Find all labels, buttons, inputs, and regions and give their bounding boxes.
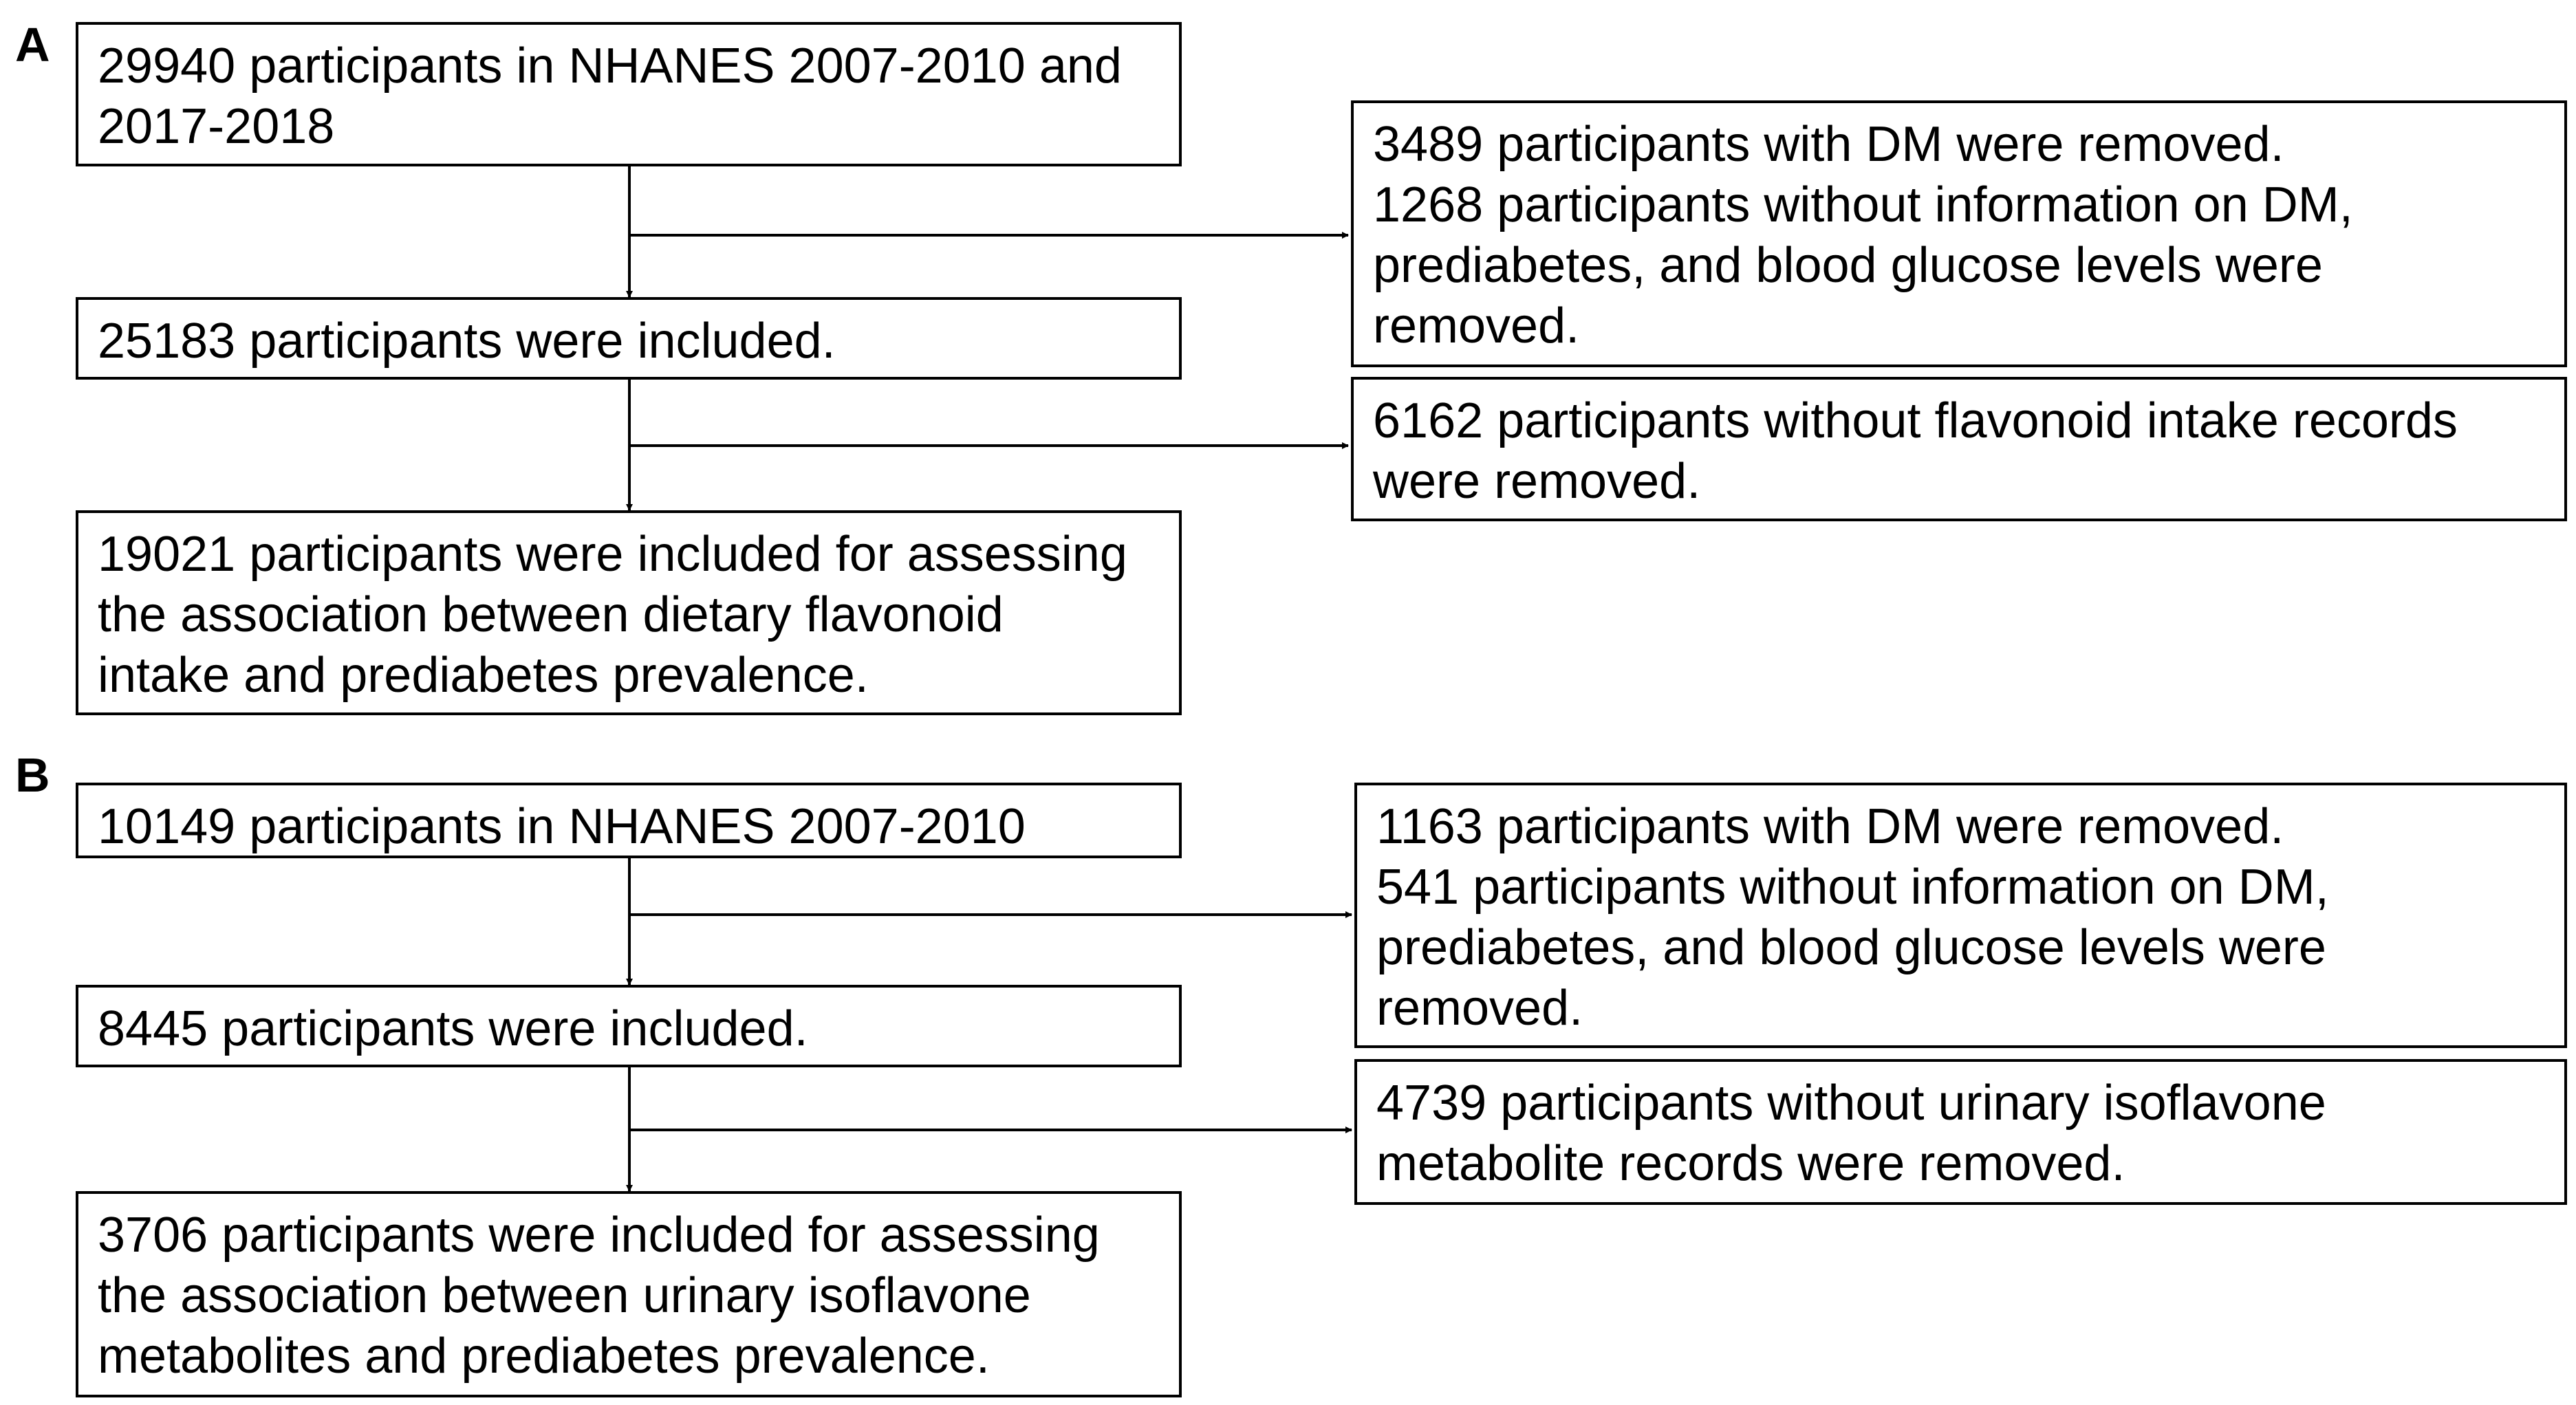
panel-b-step-2-box [76, 985, 1182, 1067]
box-line: 4739 participants without urinary isoflavone [1376, 1076, 2326, 1131]
box-line: 29940 participants in NHANES 2007-2010 and [98, 39, 1122, 94]
panel-a-exclusion-2-box [1351, 377, 2567, 521]
panel-b-exclusion-1-box [1354, 783, 2567, 1048]
panel-a-step-1-box [76, 22, 1182, 166]
box-line: 6162 participants without flavonoid intake records [1373, 393, 2458, 448]
box-line: 1163 participants with DM were removed. [1376, 799, 2284, 854]
box-line: metabolite records were removed. [1376, 1136, 2125, 1191]
box-line: 10149 participants in NHANES 2007-2010 [98, 799, 1026, 854]
panel-a-label: A [15, 18, 50, 72]
box-line: removed. [1376, 981, 1583, 1036]
box-line: were removed. [1373, 454, 1701, 509]
box-line: prediabetes, and blood glucose levels were [1376, 920, 2326, 975]
panel-a-exclusion-1-box [1351, 100, 2567, 367]
box-line: 19021 participants were included for assessing [98, 527, 1127, 582]
box-line: 25183 participants were included. [98, 314, 836, 369]
panel-b-exclusion-2-box [1354, 1059, 2567, 1205]
panel-b-step-3-box [76, 1191, 1182, 1397]
box-line: the association between dietary flavonoid [98, 587, 1004, 642]
box-line: metabolites and prediabetes prevalence. [98, 1329, 990, 1384]
panel-a-step-3-box [76, 510, 1182, 715]
box-line: removed. [1373, 298, 1580, 353]
box-line: intake and prediabetes prevalence. [98, 648, 869, 703]
box-line: 3706 participants were included for assessing [98, 1208, 1100, 1263]
box-line: 8445 participants were included. [98, 1001, 808, 1056]
panel-a-step-2-box [76, 297, 1182, 380]
box-line: 3489 participants with DM were removed. [1373, 117, 2284, 172]
box-line: prediabetes, and blood glucose levels were [1373, 238, 2323, 293]
panel-b-label: B [15, 748, 50, 802]
box-line: 1268 participants without information on DM, [1373, 177, 2353, 232]
box-line: 2017-2018 [98, 99, 335, 154]
box-line: 541 participants without information on DM, [1376, 860, 2329, 915]
panel-b-step-1-box [76, 783, 1182, 858]
box-line: the association between urinary isoflavone [98, 1268, 1031, 1323]
